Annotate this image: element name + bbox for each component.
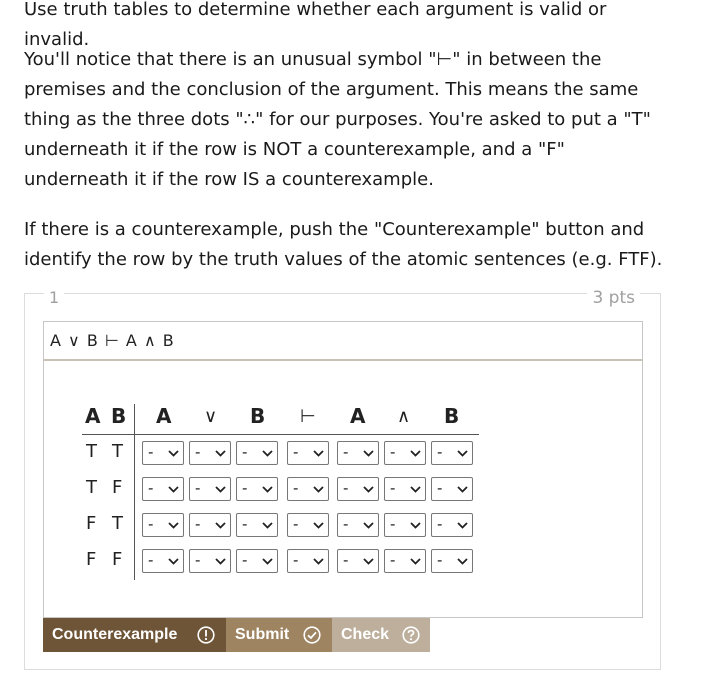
chevron-down-icon <box>363 486 374 493</box>
row4-col1-select[interactable]: - <box>142 549 184 573</box>
chevron-down-icon <box>410 450 421 457</box>
chevron-down-icon <box>262 558 273 565</box>
row1-col5-select[interactable]: - <box>337 441 379 465</box>
header-col-7: B <box>444 404 460 428</box>
chevron-down-icon <box>457 522 468 529</box>
alert-circle-icon <box>197 626 215 644</box>
submit-button[interactable] <box>226 618 332 652</box>
check-button[interactable] <box>332 618 430 652</box>
chevron-down-icon <box>457 450 468 457</box>
chevron-down-icon <box>215 522 226 529</box>
header-atom-b: B <box>111 404 127 428</box>
row1-col7-select[interactable]: - <box>431 441 473 465</box>
chevron-down-icon <box>410 486 421 493</box>
row4-b-value: F <box>112 549 123 570</box>
header-col-2: ∨ <box>204 406 218 427</box>
row3-col2-select[interactable]: - <box>189 513 231 537</box>
table-divider <box>134 404 135 580</box>
chevron-down-icon <box>457 558 468 565</box>
row4-col7-select[interactable]: - <box>431 549 473 573</box>
row2-col3-select[interactable]: - <box>236 477 278 501</box>
chevron-down-icon <box>363 450 374 457</box>
row4-col3-select[interactable]: - <box>236 549 278 573</box>
check-label: Check <box>341 626 390 643</box>
row3-col5-select[interactable]: - <box>337 513 379 537</box>
chevron-down-icon <box>262 450 273 457</box>
chevron-down-icon <box>168 450 179 457</box>
row1-col6-select[interactable]: - <box>384 441 426 465</box>
row4-col2-select[interactable]: - <box>189 549 231 573</box>
check-circle-icon <box>303 626 321 644</box>
header-col-1: A <box>156 404 172 428</box>
chevron-down-icon <box>168 558 179 565</box>
header-col-3: B <box>250 404 266 428</box>
row3-col1-select[interactable]: - <box>142 513 184 537</box>
row3-col4-select[interactable]: - <box>287 513 329 537</box>
row4-col5-select[interactable]: - <box>337 549 379 573</box>
table-header-rule <box>82 434 479 435</box>
row2-col6-select[interactable]: - <box>384 477 426 501</box>
row4-col4-select[interactable]: - <box>287 549 329 573</box>
row1-col4-select[interactable]: - <box>287 441 329 465</box>
chevron-down-icon <box>215 450 226 457</box>
row4-a-value: F <box>86 549 97 570</box>
chevron-down-icon <box>313 450 324 457</box>
row1-col2-select[interactable]: - <box>189 441 231 465</box>
chevron-down-icon <box>410 558 421 565</box>
chevron-down-icon <box>215 486 226 493</box>
counterexample-button[interactable] <box>43 618 226 652</box>
instruction-paragraph-counterexample: If there is a counterexample, push the "Counterexample" button and identify the row by the truth values of the atomic sentences (e.g. FTF). <box>24 219 663 270</box>
question-number: 1 <box>44 288 64 307</box>
chevron-down-icon <box>363 558 374 565</box>
chevron-down-icon <box>168 486 179 493</box>
row2-col4-select[interactable]: - <box>287 477 329 501</box>
row1-col1-select[interactable]: - <box>142 441 184 465</box>
chevron-down-icon <box>215 558 226 565</box>
instruction-paragraph-symbol: You'll notice that there is an unusual symbol "⊢" in between the premises and the conclusion of the argument. This means the same thing as the three dots "∴" for our purposes. You're asked to put a "T" underneath it if the row is NOT a counterexample, and a "F" underneath it if the row IS a counterexample. <box>24 49 651 190</box>
argument-box <box>43 321 643 361</box>
row2-a-value: T <box>86 477 97 498</box>
header-col-6: ∧ <box>397 406 411 427</box>
header-col-4: ⊢ <box>300 406 316 427</box>
row3-col7-select[interactable]: - <box>431 513 473 537</box>
chevron-down-icon <box>168 522 179 529</box>
row1-col3-select[interactable]: - <box>236 441 278 465</box>
row2-col1-select[interactable]: - <box>142 477 184 501</box>
counterexample-label: Counterexample <box>52 626 178 643</box>
row2-col7-select[interactable]: - <box>431 477 473 501</box>
chevron-down-icon <box>457 486 468 493</box>
row3-b-value: T <box>112 513 123 534</box>
chevron-down-icon <box>363 522 374 529</box>
chevron-down-icon <box>262 522 273 529</box>
chevron-down-icon <box>313 486 324 493</box>
row2-col2-select[interactable]: - <box>189 477 231 501</box>
row4-col6-select[interactable]: - <box>384 549 426 573</box>
row3-a-value: F <box>86 513 97 534</box>
argument-text: A ∨ B ⊢ A ∧ B <box>50 331 175 350</box>
chevron-down-icon <box>313 558 324 565</box>
row3-col6-select[interactable]: - <box>384 513 426 537</box>
chevron-down-icon <box>313 522 324 529</box>
row1-a-value: T <box>86 441 97 462</box>
row3-col3-select[interactable]: - <box>236 513 278 537</box>
row2-b-value: F <box>112 477 123 498</box>
help-circle-icon <box>402 626 420 644</box>
chevron-down-icon <box>410 522 421 529</box>
row2-col5-select[interactable]: - <box>337 477 379 501</box>
row1-b-value: T <box>112 441 123 462</box>
instruction-line: Use truth tables to determine whether each argument is valid or invalid. <box>24 0 607 50</box>
header-col-5: A <box>350 404 366 428</box>
header-atom-a: A <box>85 404 101 428</box>
question-points: 3 pts <box>587 288 640 308</box>
submit-label: Submit <box>235 626 290 643</box>
chevron-down-icon <box>262 486 273 493</box>
